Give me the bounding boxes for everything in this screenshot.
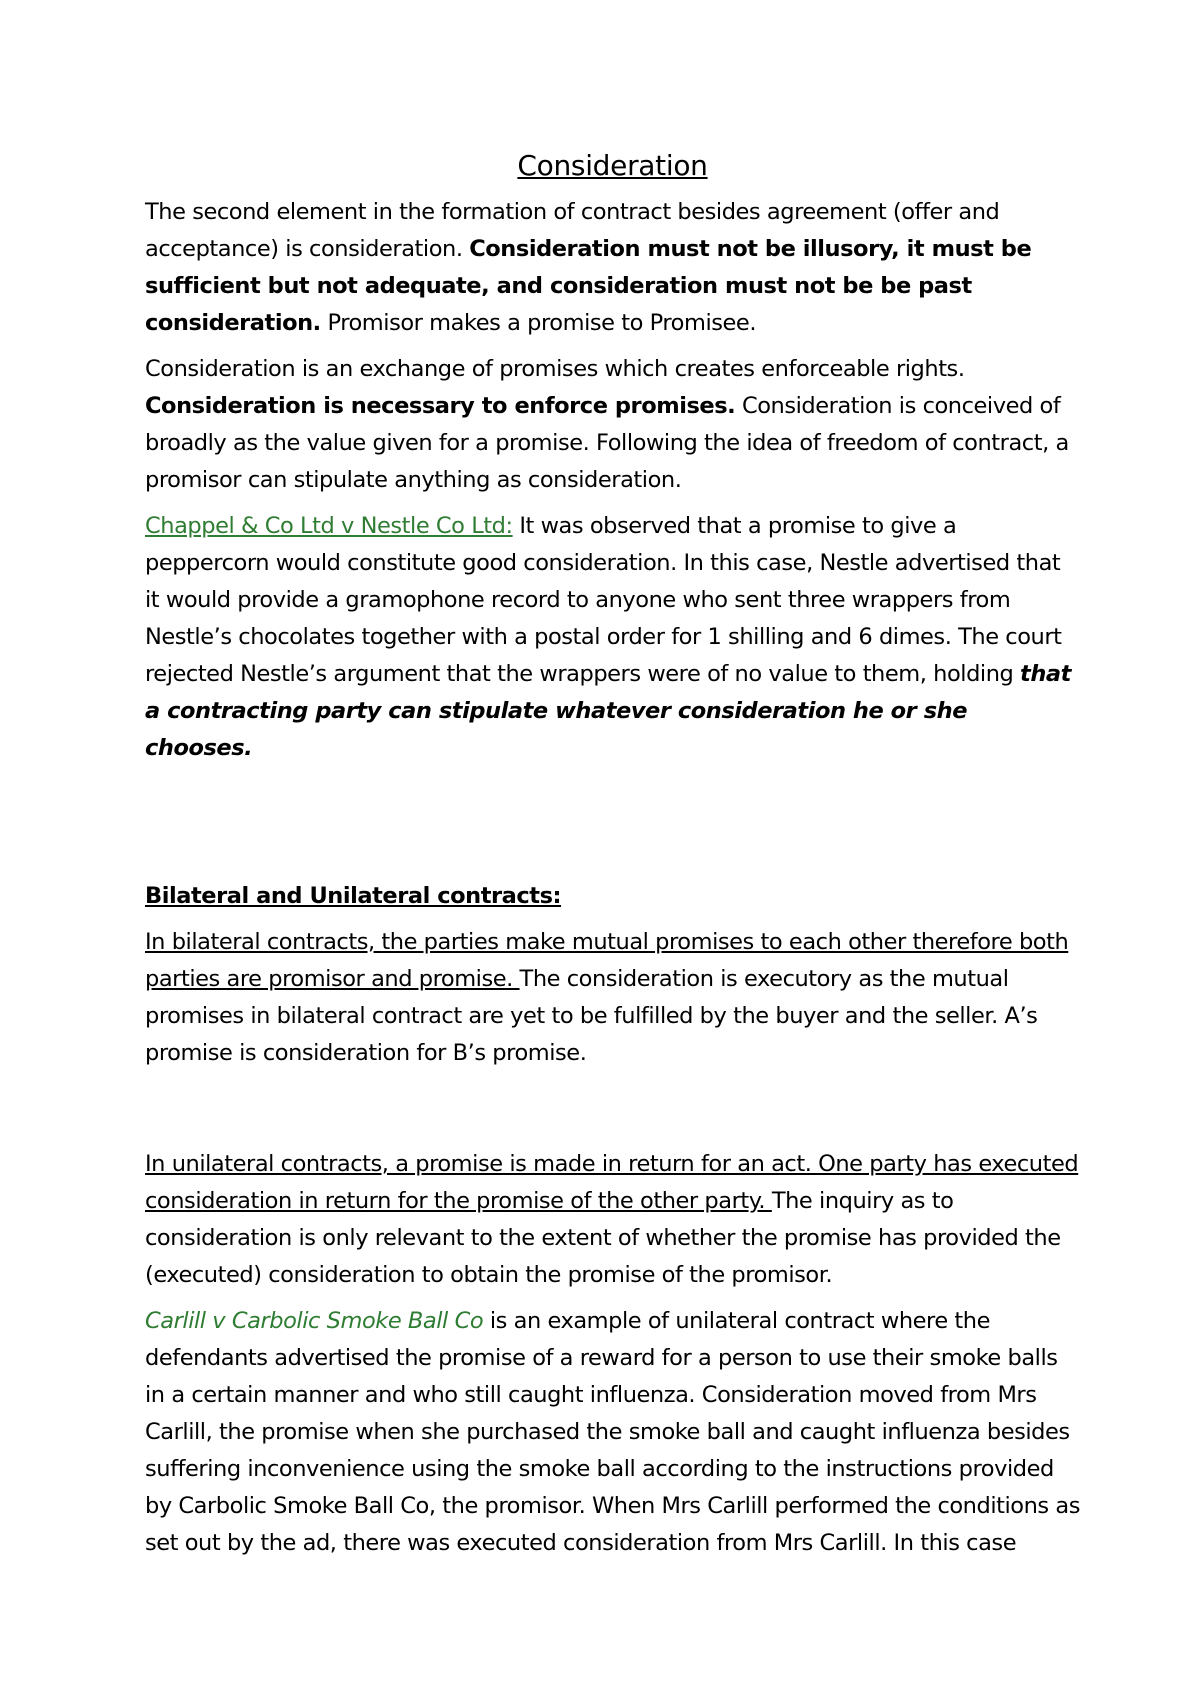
exchange-text-end: Consideration is conceived of broadly as the value given for a promise. Following the idea of freedom of contract, a promisor can stipulate anything as consideration. — [145, 393, 1069, 493]
paragraph-carlill — [145, 1303, 1080, 1562]
bilateral-text: The consideration is executory as the mutual promises in bilateral contract are yet to be fulfilled by the buyer and the seller. A’s promise is consideration for B’s promise. — [145, 966, 1038, 1066]
intro-text-end: Promisor makes a promise to Promisee. — [320, 310, 757, 336]
unilateral-underlined: In unilateral contracts, a promise is made in return for an act. One party has executed consideration in return for the promise of the other party. — [145, 1151, 1079, 1214]
paragraph-exchange — [145, 351, 1080, 499]
section-heading-contracts: Bilateral and Unilateral contracts: — [145, 883, 562, 909]
bilateral-underlined: In bilateral contracts, the parties make mutual promises to each other therefore both parties are promisor and promise. — [145, 929, 1069, 992]
case-link-chappel[interactable]: Chappel & Co Ltd v Nestle Co Ltd: — [145, 513, 513, 539]
chappel-text: It was observed that a promise to give a peppercorn would constitute good consideration. In this case, Nestle advertised that it would provide a gramophone record to anyone who sent three wrappers from Nestle’s chocolates together with a postal order for 1 shilling and 6 dimes. The court rejected Nestle’s argument that the wrappers were of no value to them, holding — [145, 513, 1062, 687]
intro-bold-rule: Consideration must not be illusory, it must be sufficient but not adequate, and consideration must not be be past consideration. — [145, 236, 1032, 336]
paragraph-chappel — [145, 508, 1080, 767]
paragraph-unilateral — [145, 1146, 1080, 1294]
intro-text: The second element in the formation of contract besides agreement (offer and acceptance) is consideration. — [145, 199, 1000, 262]
paragraph-bilateral — [145, 924, 1080, 1072]
document-body — [145, 144, 1080, 1562]
exchange-text: Consideration is an exchange of promises which creates enforceable rights. — [145, 356, 965, 382]
case-link-carlill[interactable]: Carlill v Carbolic Smoke Ball Co — [145, 1308, 484, 1334]
carlill-text: is an example of unilateral contract where the defendants advertised the promise of a reward for a person to use their smoke balls in a certain manner and who still caught influenza. Consideration moved from Mrs Carlill, the promise when she purchased the smoke ball and caught influenza besides suffering inconvenience using the smoke ball according to the instructions provided by Carbolic Smoke Ball Co, the promisor. When Mrs Carlill performed the conditions as set out by the ad, there was executed consideration from Mrs Carlill. In this case — [145, 1308, 1081, 1556]
unilateral-text: The inquiry as to consideration is only relevant to the extent of whether the promise has provided the (executed) consideration to obtain the promise of the promisor. — [145, 1188, 1061, 1288]
chappel-holding: that a contracting party can stipulate whatever consideration he or she chooses. — [145, 661, 1071, 761]
paragraph-intro — [145, 194, 1080, 342]
exchange-bold: Consideration is necessary to enforce promises. — [145, 393, 736, 419]
document-title: Consideration — [517, 149, 708, 182]
